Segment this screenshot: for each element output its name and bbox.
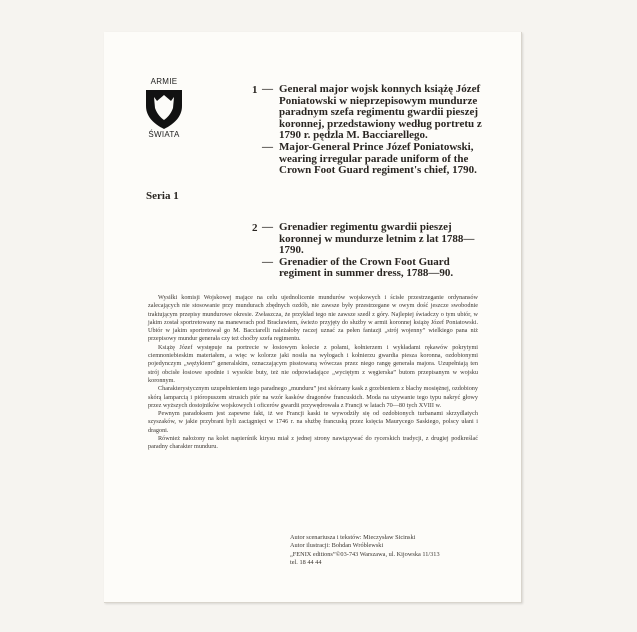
credit-line-publisher: „FENIX editions”©03-743 Warszawa, ul. Kijowska 11/313	[290, 550, 440, 558]
body-paragraph: Pewnym paradoksem jest zapewne fakt, iż we Francji kaski te wywodziły się od ozdobionych turbanami skrzydlatych szyszaków, w jakie przybrani byli zaciągnięci w 1746 r. na służbę francuską przez księcia Maurycego Saskiego, polscy ułani i dragoni.	[148, 410, 478, 434]
caption-1-english-dash: —	[262, 140, 273, 153]
credits	[290, 534, 510, 567]
armie-swiata-logo	[141, 77, 187, 140]
caption-2-english	[262, 257, 494, 280]
logo-line-2: ŚWIATA	[148, 130, 180, 139]
caption-2	[262, 222, 494, 280]
caption-1	[262, 84, 494, 177]
logo-line-1: ARMIE	[150, 77, 178, 86]
caption-2-polish	[262, 222, 494, 257]
caption-1-polish-text: General major wojsk konnych książę Józef Poniatowski w nieprzepisowym mundurze paradnym szefa regimentu gwardii pieszej koronnej, przedstawiony według portretu z 1790 r. pędzla M. Bacciarellego.	[279, 83, 482, 142]
caption-1-polish	[262, 84, 494, 142]
caption-1-english-text: Major-General Prince Józef Poniatowski, wearing irregular parade uniform of the Crown Foot Guard regiment's chief, 1790.	[279, 140, 477, 177]
caption-2-english-text: Grenadier of the Crown Foot Guard regiment in summer dress, 1788—90.	[279, 255, 454, 280]
caption-number-1: 1	[252, 84, 258, 96]
credit-line-illustrator: Autor ilustracji: Bohdan Wróblewski	[290, 542, 384, 550]
caption-2-polish-dash: —	[262, 221, 273, 233]
body-paragraph: Wysiłki komisji Wojskowej mające na celu ujednolicenie mundurów wojskowych i ścisłe przestrzeganie ordynansów zalecających nie stosowanie przy mundurach zbędnych ozdób, nie zawsze były przestrzegane w owym dość jeszcze swobodnie traktującym przepisy mundurowe okresie. Zwłaszcza, że przykład tego nie zawsze szedł z góry. Najlepiej świadczy o tym ubiór, w jakim został sportretowany na manewrach pod Bracławiem, świeżo przyjęty do służby w armii koronnej książę Józef Poniatowski. Ubiór w jakim sportretował go M. Bacciarelli należałoby raczej uznać za pełen fantazji „strój wojenny” wielkiego pana niż przepisowy mundur generała czy też choćby szefa regimentu.	[148, 294, 478, 343]
credit-line-phone: tel. 18 44 44	[290, 558, 322, 566]
description-text	[148, 294, 478, 452]
caption-1-polish-dash: —	[262, 83, 273, 95]
series-label: Seria 1	[146, 190, 179, 202]
info-card	[104, 32, 522, 603]
body-paragraph: Charakterystycznym uzupełnieniem tego paradnego „munduru” jest skórzany kask z grzebieniem z blachy mosiężnej, ozdobiony skórą lamparcią i pióropuszem strusich piór na wzór kasków dragonów francuskich. Moda na używanie tego typu nakryć głowy przez wyższych dostojników wojskowych i oficerów gwardii przywędrowała z Francji w latach 70—80 tych XVIII w.	[148, 385, 478, 409]
credit-line-author: Autor scenariusza i tekstów: Mieczysław Sicinski	[290, 534, 416, 541]
body-paragraph: Również nałożony na kolet napierśnik kirysu miał z jednej strony nawiązywać do rycerskich tradycji, z drugiej podkreślać paradny charakter munduru.	[148, 435, 478, 451]
shield-icon	[144, 88, 184, 130]
caption-number-2: 2	[252, 222, 258, 234]
caption-1-english	[262, 142, 494, 177]
caption-2-polish-text: Grenadier regimentu gwardii pieszej koronnej w mundurze letnim z lat 1788—1790.	[279, 221, 475, 257]
caption-2-english-dash: —	[262, 255, 273, 268]
body-paragraph: Książę Józef występuje na portrecie w łosiowym kolecie z połami, kołnierzem i wykładami rękawów pokrytymi ciemnoniebieskim materiałem, a więc w kolorze jaki nosiła na wyłogach i kołnierzu gwardia piesza koronna, ozdobionymi pojedynczym „wężykiem” generalskim, oznaczającym pisstowaną wówczas przez niego rangę generała majora. Uzupełniają ten strój obcisłe łosiowe spodnie i wysokie buty, też nie odpowiadające „wyciętym z węgierska” butom przepisanym w wojsku koronnym.	[148, 343, 478, 384]
